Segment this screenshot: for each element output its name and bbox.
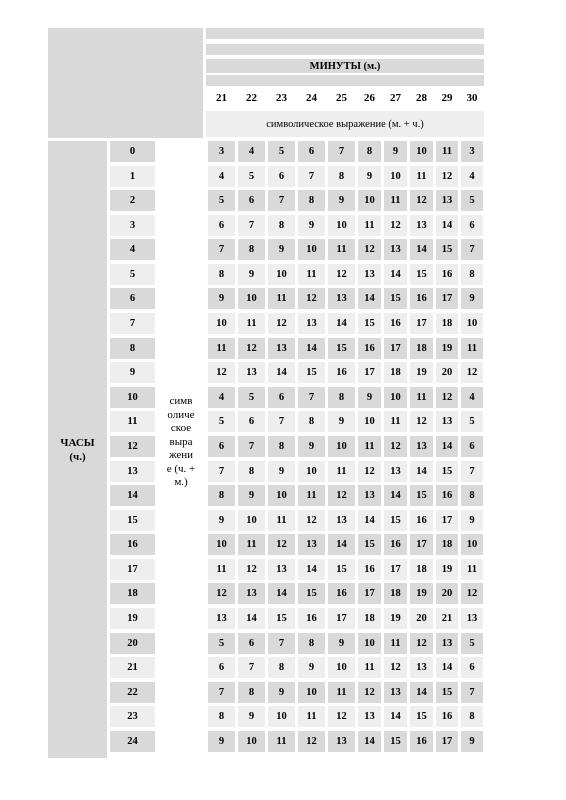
- value-cell: 17: [436, 288, 458, 309]
- value-cell: 7: [461, 682, 483, 703]
- hour-cell: 9: [110, 362, 155, 383]
- value-cell: 12: [238, 559, 265, 580]
- value-cell: 10: [238, 731, 265, 752]
- value-cell: 5: [268, 141, 295, 162]
- value-cell: 15: [328, 559, 355, 580]
- value-cell: 19: [436, 559, 458, 580]
- value-cell: 16: [298, 608, 325, 629]
- value-cell: 13: [384, 461, 407, 482]
- value-cell: 6: [268, 387, 295, 408]
- value-cell: 13: [238, 583, 265, 604]
- value-cell: 12: [384, 436, 407, 457]
- value-cell: 4: [208, 166, 235, 187]
- value-cell: 16: [358, 559, 381, 580]
- value-cell: 5: [238, 387, 265, 408]
- value-cell: 9: [208, 288, 235, 309]
- value-cell: 16: [410, 731, 433, 752]
- value-cell: 13: [268, 559, 295, 580]
- value-cell: 12: [461, 583, 483, 604]
- value-cell: 12: [384, 215, 407, 236]
- value-cell: 9: [328, 411, 355, 432]
- value-cell: 16: [410, 288, 433, 309]
- value-cell: 16: [328, 362, 355, 383]
- value-cell: 16: [384, 313, 407, 334]
- value-cell: 10: [328, 436, 355, 457]
- value-cell: 9: [358, 166, 381, 187]
- value-cell: 17: [328, 608, 355, 629]
- value-cell: 15: [298, 583, 325, 604]
- value-cell: 15: [436, 682, 458, 703]
- value-cell: 18: [358, 608, 381, 629]
- value-cell: 14: [358, 510, 381, 531]
- value-cell: 13: [328, 510, 355, 531]
- value-cell: 5: [461, 633, 483, 654]
- value-cell: 11: [358, 657, 381, 678]
- value-cell: 15: [384, 288, 407, 309]
- value-cell: 16: [436, 264, 458, 285]
- value-cell: 12: [328, 264, 355, 285]
- value-cell: 9: [298, 436, 325, 457]
- value-cell: 3: [208, 141, 235, 162]
- value-cell: 14: [268, 362, 295, 383]
- hour-cell: 8: [110, 338, 155, 359]
- value-cell: 13: [436, 190, 458, 211]
- value-cell: 13: [238, 362, 265, 383]
- minute-column-header: 24: [306, 92, 317, 104]
- value-cell: 12: [328, 485, 355, 506]
- value-cell: 13: [410, 657, 433, 678]
- value-cell: 18: [384, 583, 407, 604]
- value-cell: 9: [238, 264, 265, 285]
- hours-label: [48, 141, 107, 758]
- value-cell: 17: [358, 362, 381, 383]
- value-cell: 20: [436, 362, 458, 383]
- value-cell: 10: [384, 166, 407, 187]
- value-cell: 14: [410, 461, 433, 482]
- header-band-1: [206, 28, 484, 39]
- value-cell: 14: [268, 583, 295, 604]
- value-cell: 16: [436, 706, 458, 727]
- value-cell: 5: [208, 190, 235, 211]
- value-cell: 13: [208, 608, 235, 629]
- value-cell: 12: [208, 362, 235, 383]
- minute-column-header: 21: [216, 92, 227, 104]
- value-cell: 6: [238, 411, 265, 432]
- value-cell: 16: [436, 485, 458, 506]
- value-cell: 12: [436, 166, 458, 187]
- value-cell: 6: [461, 657, 483, 678]
- value-cell: 14: [238, 608, 265, 629]
- value-cell: 6: [268, 166, 295, 187]
- hour-cell: 7: [110, 313, 155, 334]
- value-cell: 10: [298, 239, 325, 260]
- value-cell: 14: [358, 288, 381, 309]
- hour-cell: 22: [110, 682, 155, 703]
- value-cell: 16: [410, 510, 433, 531]
- hour-cell: 1: [110, 166, 155, 187]
- value-cell: 8: [461, 706, 483, 727]
- minute-column-header: 25: [336, 92, 347, 104]
- symbolic-expression-header: символическое выражение (м. + ч.): [206, 111, 484, 137]
- value-cell: 9: [461, 288, 483, 309]
- value-cell: 13: [384, 682, 407, 703]
- value-cell: 9: [238, 485, 265, 506]
- value-cell: 9: [328, 633, 355, 654]
- value-cell: 11: [384, 190, 407, 211]
- value-cell: 15: [268, 608, 295, 629]
- value-cell: 11: [238, 534, 265, 555]
- value-cell: 12: [268, 534, 295, 555]
- value-cell: 7: [208, 682, 235, 703]
- value-cell: 7: [268, 633, 295, 654]
- minute-column-header: 22: [246, 92, 257, 104]
- value-cell: 11: [358, 215, 381, 236]
- hours-label-line2: (ч.): [69, 450, 86, 463]
- value-cell: 6: [208, 215, 235, 236]
- hour-cell: 16: [110, 534, 155, 555]
- value-cell: 14: [358, 731, 381, 752]
- value-cell: 11: [328, 461, 355, 482]
- value-cell: 17: [436, 731, 458, 752]
- value-cell: 10: [208, 313, 235, 334]
- value-cell: 7: [208, 461, 235, 482]
- header-band-2: [206, 44, 484, 55]
- hour-cell: 2: [110, 190, 155, 211]
- value-cell: 7: [461, 461, 483, 482]
- value-cell: 10: [268, 264, 295, 285]
- header-band-3: [206, 75, 484, 86]
- value-cell: 11: [238, 313, 265, 334]
- value-cell: 10: [268, 706, 295, 727]
- value-cell: 8: [358, 141, 381, 162]
- value-cell: 14: [384, 264, 407, 285]
- value-cell: 12: [358, 239, 381, 260]
- value-cell: 8: [238, 682, 265, 703]
- value-cell: 11: [410, 166, 433, 187]
- value-cell: 15: [436, 461, 458, 482]
- value-cell: 15: [358, 534, 381, 555]
- value-cell: 10: [328, 657, 355, 678]
- value-cell: 15: [298, 362, 325, 383]
- value-cell: 11: [436, 141, 458, 162]
- value-cell: 13: [436, 633, 458, 654]
- value-cell: 14: [436, 215, 458, 236]
- hour-cell: 0: [110, 141, 155, 162]
- value-cell: 6: [298, 141, 325, 162]
- value-cell: 12: [410, 411, 433, 432]
- value-cell: 11: [384, 411, 407, 432]
- value-cell: 10: [238, 510, 265, 531]
- hours-label-line1: ЧАСЫ: [60, 436, 95, 449]
- value-cell: 11: [268, 288, 295, 309]
- hour-cell: 11: [110, 411, 155, 432]
- minute-column-header: 23: [276, 92, 287, 104]
- value-cell: 10: [461, 534, 483, 555]
- value-cell: 7: [298, 387, 325, 408]
- value-cell: 12: [298, 731, 325, 752]
- value-cell: 9: [358, 387, 381, 408]
- value-cell: 11: [384, 633, 407, 654]
- value-cell: 17: [410, 534, 433, 555]
- value-cell: 13: [328, 288, 355, 309]
- value-cell: 13: [410, 436, 433, 457]
- value-cell: 14: [328, 313, 355, 334]
- value-cell: 10: [298, 461, 325, 482]
- value-cell: 11: [298, 485, 325, 506]
- value-cell: 12: [208, 583, 235, 604]
- value-cell: 12: [384, 657, 407, 678]
- value-cell: 12: [298, 288, 325, 309]
- value-cell: 12: [358, 682, 381, 703]
- value-cell: 17: [384, 338, 407, 359]
- value-cell: 21: [436, 608, 458, 629]
- value-cell: 12: [461, 362, 483, 383]
- value-cell: 18: [410, 338, 433, 359]
- value-cell: 10: [410, 141, 433, 162]
- value-cell: 10: [358, 190, 381, 211]
- value-cell: 17: [384, 559, 407, 580]
- value-cell: 10: [298, 682, 325, 703]
- value-cell: 7: [238, 215, 265, 236]
- value-cell: 6: [208, 657, 235, 678]
- value-cell: 13: [298, 313, 325, 334]
- value-cell: 7: [238, 436, 265, 457]
- value-cell: 8: [298, 633, 325, 654]
- value-cell: 17: [358, 583, 381, 604]
- value-cell: 8: [238, 461, 265, 482]
- value-cell: 14: [384, 706, 407, 727]
- hour-cell: 14: [110, 485, 155, 506]
- minute-column-header: 26: [364, 92, 375, 104]
- value-cell: 11: [268, 731, 295, 752]
- value-cell: 11: [358, 436, 381, 457]
- hour-cell: 12: [110, 436, 155, 457]
- value-cell: 10: [328, 215, 355, 236]
- value-cell: 7: [238, 657, 265, 678]
- top-left-corner: [48, 28, 203, 138]
- value-cell: 9: [268, 239, 295, 260]
- value-cell: 8: [268, 436, 295, 457]
- value-cell: 8: [328, 166, 355, 187]
- value-cell: 7: [268, 411, 295, 432]
- value-cell: 4: [208, 387, 235, 408]
- value-cell: 14: [436, 657, 458, 678]
- value-cell: 13: [436, 411, 458, 432]
- value-cell: 9: [268, 461, 295, 482]
- value-cell: 13: [461, 608, 483, 629]
- value-cell: 8: [268, 657, 295, 678]
- value-cell: 19: [384, 608, 407, 629]
- value-cell: 11: [208, 559, 235, 580]
- hour-cell: 24: [110, 731, 155, 752]
- value-cell: 15: [358, 313, 381, 334]
- value-cell: 9: [298, 215, 325, 236]
- value-cell: 4: [461, 166, 483, 187]
- value-cell: 9: [208, 510, 235, 531]
- symbolic-expression-vertical: симв оличе ское выра жени е (ч. + м.): [166, 395, 196, 489]
- value-cell: 11: [268, 510, 295, 531]
- hour-cell: 13: [110, 461, 155, 482]
- hour-cell: 15: [110, 510, 155, 531]
- minute-column-header: 27: [390, 92, 401, 104]
- value-cell: 8: [238, 239, 265, 260]
- value-cell: 5: [461, 190, 483, 211]
- value-cell: 19: [410, 362, 433, 383]
- value-cell: 14: [328, 534, 355, 555]
- value-cell: 12: [238, 338, 265, 359]
- value-cell: 11: [461, 338, 483, 359]
- value-cell: 9: [268, 682, 295, 703]
- value-cell: 8: [268, 215, 295, 236]
- hour-cell: 18: [110, 583, 155, 604]
- hour-cell: 10: [110, 387, 155, 408]
- hour-cell: 19: [110, 608, 155, 629]
- value-cell: 6: [461, 436, 483, 457]
- value-cell: 5: [461, 411, 483, 432]
- value-cell: 15: [384, 731, 407, 752]
- value-cell: 14: [298, 559, 325, 580]
- value-cell: 15: [436, 239, 458, 260]
- value-cell: 10: [238, 288, 265, 309]
- value-cell: 8: [461, 485, 483, 506]
- value-cell: 12: [410, 190, 433, 211]
- value-cell: 11: [328, 682, 355, 703]
- value-cell: 9: [384, 141, 407, 162]
- value-cell: 10: [384, 387, 407, 408]
- value-cell: 4: [238, 141, 265, 162]
- value-cell: 10: [208, 534, 235, 555]
- value-cell: 8: [461, 264, 483, 285]
- minutes-title: МИНУТЫ (м.): [206, 59, 484, 73]
- value-cell: 12: [298, 510, 325, 531]
- value-cell: 9: [328, 190, 355, 211]
- value-cell: 18: [436, 534, 458, 555]
- value-cell: 8: [208, 264, 235, 285]
- value-cell: 14: [410, 682, 433, 703]
- value-cell: 12: [328, 706, 355, 727]
- minute-column-header: 29: [441, 92, 453, 104]
- value-cell: 14: [410, 239, 433, 260]
- value-cell: 11: [298, 706, 325, 727]
- value-cell: 8: [298, 190, 325, 211]
- value-cell: 10: [358, 411, 381, 432]
- hour-cell: 23: [110, 706, 155, 727]
- value-cell: 15: [410, 706, 433, 727]
- value-cell: 7: [298, 166, 325, 187]
- value-cell: 9: [461, 731, 483, 752]
- value-cell: 8: [328, 387, 355, 408]
- value-cell: 4: [461, 387, 483, 408]
- value-cell: 11: [208, 338, 235, 359]
- value-cell: 7: [268, 190, 295, 211]
- hour-cell: 20: [110, 633, 155, 654]
- hour-cell: 21: [110, 657, 155, 678]
- value-cell: 12: [358, 461, 381, 482]
- value-cell: 13: [384, 239, 407, 260]
- value-cell: 13: [268, 338, 295, 359]
- value-cell: 5: [208, 633, 235, 654]
- value-cell: 7: [461, 239, 483, 260]
- value-cell: 20: [410, 608, 433, 629]
- value-cell: 8: [208, 485, 235, 506]
- hour-cell: 17: [110, 559, 155, 580]
- value-cell: 9: [238, 706, 265, 727]
- value-cell: 13: [358, 485, 381, 506]
- value-cell: 3: [461, 141, 483, 162]
- value-cell: 18: [410, 559, 433, 580]
- value-cell: 10: [358, 633, 381, 654]
- value-cell: 11: [298, 264, 325, 285]
- value-cell: 12: [410, 633, 433, 654]
- value-cell: 11: [461, 559, 483, 580]
- value-cell: 19: [410, 583, 433, 604]
- value-cell: 7: [328, 141, 355, 162]
- value-cell: 6: [208, 436, 235, 457]
- value-cell: 10: [268, 485, 295, 506]
- value-cell: 19: [436, 338, 458, 359]
- value-cell: 11: [328, 239, 355, 260]
- value-cell: 17: [410, 313, 433, 334]
- value-cell: 17: [436, 510, 458, 531]
- value-cell: 6: [238, 190, 265, 211]
- value-cell: 15: [410, 485, 433, 506]
- value-cell: 16: [328, 583, 355, 604]
- value-cell: 15: [410, 264, 433, 285]
- value-cell: 16: [384, 534, 407, 555]
- minute-column-header: 28: [416, 92, 427, 104]
- value-cell: 14: [436, 436, 458, 457]
- value-cell: 10: [461, 313, 483, 334]
- value-cell: 15: [328, 338, 355, 359]
- value-cell: 13: [358, 706, 381, 727]
- value-cell: 8: [208, 706, 235, 727]
- value-cell: 12: [436, 387, 458, 408]
- value-cell: 6: [238, 633, 265, 654]
- value-cell: 7: [208, 239, 235, 260]
- value-cell: 15: [384, 510, 407, 531]
- hour-cell: 5: [110, 264, 155, 285]
- value-cell: 5: [238, 166, 265, 187]
- value-cell: 9: [461, 510, 483, 531]
- value-cell: 18: [384, 362, 407, 383]
- value-cell: 18: [436, 313, 458, 334]
- hour-cell: 3: [110, 215, 155, 236]
- value-cell: 8: [298, 411, 325, 432]
- value-cell: 12: [268, 313, 295, 334]
- value-cell: 13: [358, 264, 381, 285]
- value-cell: 9: [298, 657, 325, 678]
- value-cell: 20: [436, 583, 458, 604]
- value-cell: 14: [298, 338, 325, 359]
- minute-column-header: 30: [466, 92, 478, 104]
- hour-cell: 6: [110, 288, 155, 309]
- minute-header-row: [206, 88, 484, 108]
- value-cell: 14: [384, 485, 407, 506]
- value-cell: 13: [410, 215, 433, 236]
- value-cell: 5: [208, 411, 235, 432]
- value-cell: 16: [358, 338, 381, 359]
- value-cell: 13: [298, 534, 325, 555]
- value-cell: 11: [410, 387, 433, 408]
- value-cell: 6: [461, 215, 483, 236]
- value-cell: 9: [208, 731, 235, 752]
- hour-cell: 4: [110, 239, 155, 260]
- value-cell: 13: [328, 731, 355, 752]
